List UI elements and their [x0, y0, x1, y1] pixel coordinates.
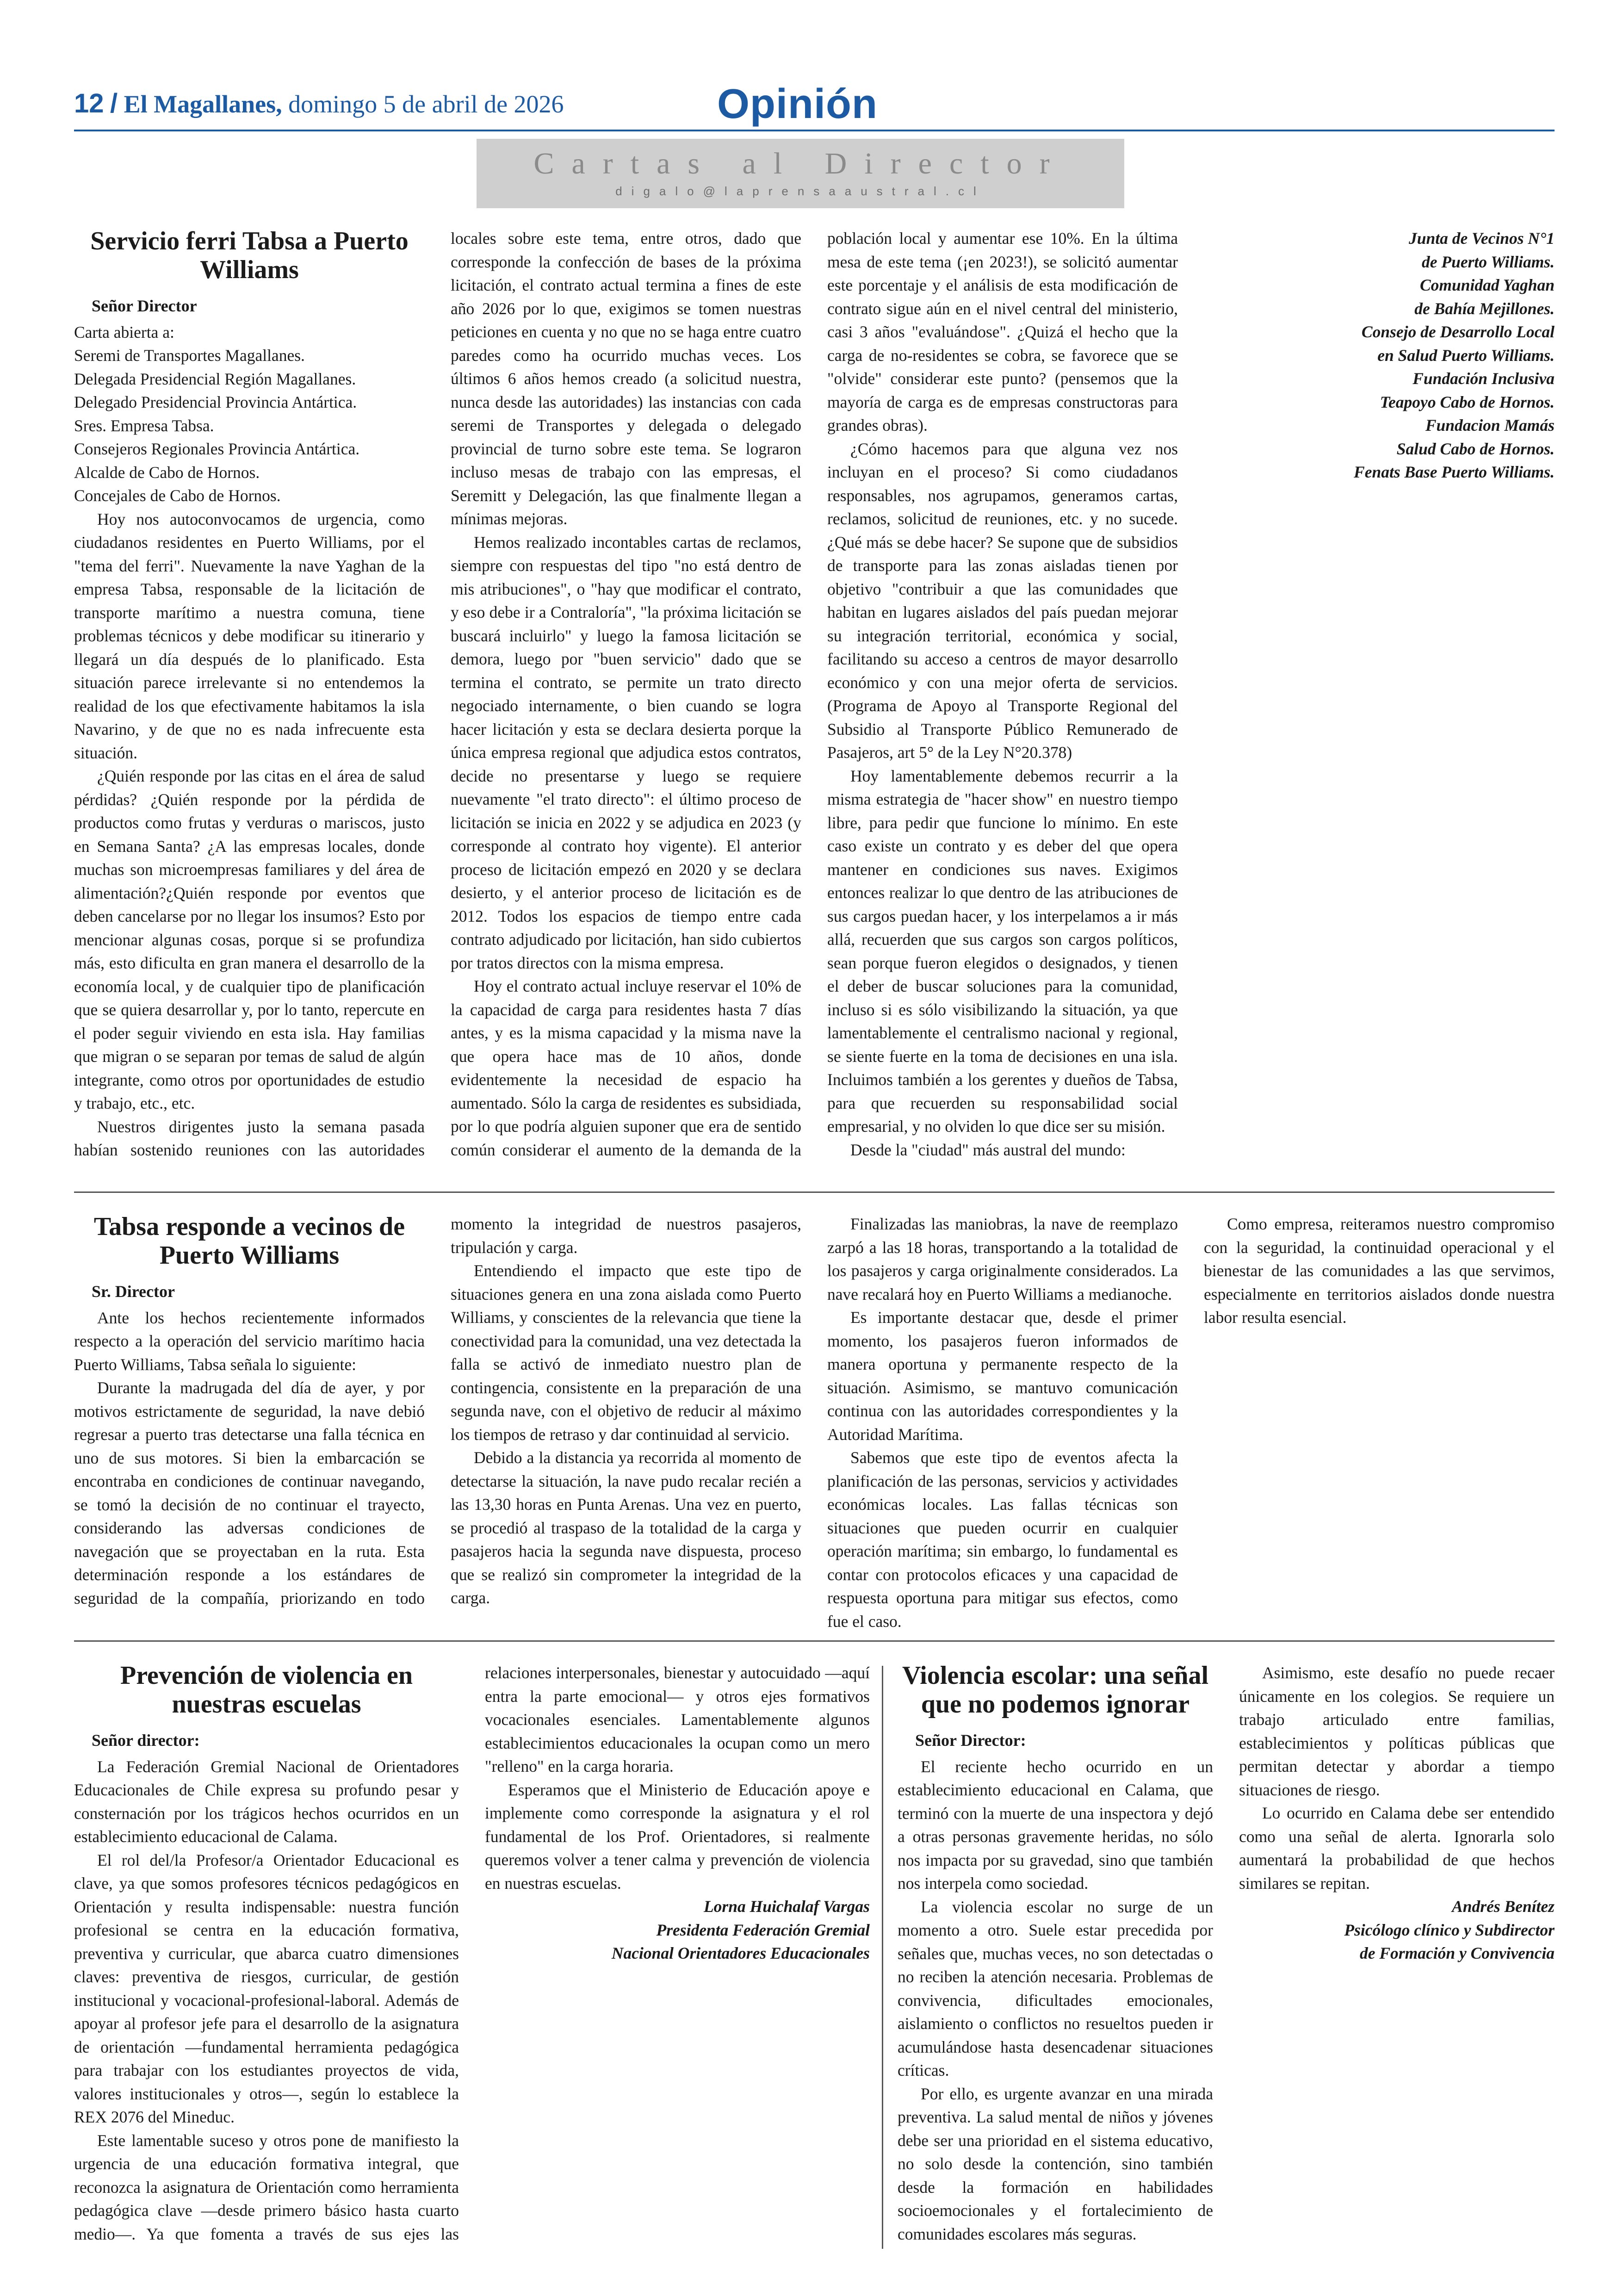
letter-paragraph: ¿Quién responde por las citas en el área de salud pérdidas? ¿Quién responde por la pérdida de productos como frutas y verduras o mariscos, justo en Semana Santa? ¿A las empresas locales, donde muchas son microempresas familiares y del área de alimentación?¿Quién responde por eventos que deben cancelarse por no llegar los insumos? Esto por mencionar algunas cosas, porque si se profundiza más, esto dificulta en gran manera el desarrollo de la economía local, y de cualquier tipo de planificación que se quiera desarrollar y, por lo tanto, repercute en el poder seguir viviendo en esta isla. Hay familias que migran o se separan por temas de salud de algún integrante, como otros por oportunidades de estudio y trabajo, etc., etc. — [74, 767, 425, 1112]
letter-salutation: Señor director: — [92, 1731, 200, 1750]
addressee-line: Sres. Empresa Tabsa. — [74, 416, 214, 435]
letter-title: Tabsa responde a vecinos de Puerto Williams — [93, 1212, 405, 1270]
addressee-line: Delegado Presidencial Provincia Antártica. — [74, 393, 357, 411]
letter-salutation: Señor Director — [92, 297, 197, 315]
letters-banner — [477, 139, 1124, 208]
addressee-line: Concejales de Cabo de Hornos. — [74, 486, 281, 505]
section-divider — [74, 1640, 1555, 1642]
letter-paragraph: ¿Cómo hacemos para que alguna vez nos incluyan en el proceso? Si como ciudadanos responsables, nos agrupamos, generamos cartas, reclamos, solicitud de reuniones, etc. y no sucede. ¿Qué más se debe hacer? Se supone que de subsidios de transporte para las zonas aisladas tienen por objetivo "contribuir a que las comunidades que habitan en lugares aislados del país puedan mejorar su integración territorial, económica y social, facilitando su acceso a centros de mayor desarrollo económico y con una mejor oferta de servicios.(Programa de Apoyo al Transporte Regional del Subsidio al Transporte Público Remunerado de Pasajeros, art 5° de la Ley N°20.378) — [827, 439, 1178, 762]
letter-paragraph: Lo ocurrido en Calama debe ser entendido como una señal de alerta. Ignorarla solo aumentará la probabilidad de que hechos similares se repitan. — [1239, 1804, 1555, 1893]
addressee-line: Seremi de Transportes Magallanes. — [74, 346, 305, 365]
letter-paragraph: Sabemos que este tipo de eventos afecta la planificación de las personas, servicios y actividades económicas locales. Las fallas técnicas son situaciones que pueden ocurrir en cualquier operación marítima; sin embargo, lo fundamental es contar con protocolos eficaces y una capacidad de respuesta oportuna para mitigar sus efectos, como fue el caso. — [827, 1448, 1178, 1631]
banner-title: Cartas al Director — [533, 147, 1067, 180]
letter-paragraph: Por ello, es urgente avanzar en una mirada preventiva. La salud mental de niños y jóvenes debe ser una prioridad en el sistema educativo, no solo desde la contención, sino también desde la formación en habilidades socioemocionales y el fortalecimiento de comunidades escolares más seguras. — [898, 2084, 1213, 2243]
addressee-line: Delegada Presidencial Región Magallanes. — [74, 369, 356, 388]
section-divider — [74, 1191, 1555, 1193]
letter-paragraph: La violencia escolar no surge de un momento a otro. Suele estar precedida por señales que, muchas veces, no son detectadas o no reciben la atención necesaria. Problemas de convivencia, dificultades emocionales, aislamiento o conflictos no resueltos pueden ir acumulándose hasta desencadenar situaciones críticas. — [898, 1897, 1213, 2079]
letter-paragraph: El reciente hecho ocurrido en un establecimiento educacional en Calama, que terminó con la muerte de una inspectora y dejó a otras personas gravemente heridas, no sólo nos impacta por su gravedad, sino que también nos interpela como sociedad. — [898, 1757, 1213, 1893]
letter-prevencion-violencia — [74, 1661, 870, 2253]
letter-paragraph: Durante la madrugada del día de ayer, y por motivos estrictamente de seguridad, la nave debió regresar a puerto tras detectarse una falla técnica en uno de sus motores. Si bien la embarcación se encontraba en condiciones de continuar navegando, se tomó la decisión de no continuar el trayecto, considerando las adversas condiciones de navegación que se proyectaban en la ruta. Esta determinación responde a los estándares de seguridad de la compañía, priorizando en todo momento la integridad de nuestros pasajeros, tripulación y carga. — [74, 1215, 801, 1607]
letter-paragraph: Desde la "ciudad" más austral del mundo: — [850, 1140, 1126, 1159]
addressee-line: Carta abierta a: — [74, 323, 174, 341]
letter-salutation: Sr. Director — [92, 1282, 175, 1301]
letter-paragraph: Finalizadas las maniobras, la nave de reemplazo zarpó a las 18 horas, transportando a la totalidad de los pasajeros y carga originalmente considerados. La nave recalará hoy en Puerto Williams a medianoche. — [827, 1215, 1178, 1303]
issue-date: domingo 5 de abril de 2026 — [288, 90, 564, 118]
letter-paragraph: La Federación Gremial Nacional de Orientadores Educacionales de Chile expresa su profundo pesar y consternación por los trágicos hechos ocurridos en un establecimiento educacional de Calama. — [74, 1757, 459, 1846]
header-rule — [74, 130, 1555, 131]
letter-servicio-ferri — [74, 227, 1555, 1185]
page-header — [74, 83, 1555, 125]
letter-paragraph: Hoy nos autoconvocamos de urgencia, como ciudadanos residentes en Puerto Williams, por el "tema del ferri". Nuevamente la nave Yaghan de la empresa Tabsa, responsable de la licitación de transporte marítimo a nuestra comuna, tiene problemas técnicos y debe modificar su itinerario y llegará un día después de lo planificado. Esta situación parece irrelevante si no entendemos la realidad de los que efectivamente habitamos la isla Navarino, y de que no es nada infrecuente esta situación. — [74, 509, 425, 762]
letter-paragraph: Como empresa, reiteramos nuestro compromiso con la seguridad, la continuidad operacional y el bienestar de las comunidades a las que servimos, especialmente en territorios aislados donde nuestra labor resulta esencial. — [1204, 1215, 1555, 1327]
letter-title: Violencia escolar: una señal que no podemos ignorar — [902, 1661, 1209, 1719]
letter-title: Prevención de violencia en nuestras escuelas — [120, 1661, 413, 1719]
signature-line: Lorna Huichalaf Vargas — [703, 1897, 870, 1916]
signature-line: Andrés Benítez — [1452, 1897, 1555, 1916]
letter-paragraph: Entendiendo el impacto que este tipo de situaciones genera en una zona aislada como Puerto Williams, y conscientes de la relevancia que tiene la conectividad para la comunidad, una vez detectada la falla se activó de inmediato nuestro plan de contingencia, consistente en la preparación de una segunda nave, con el objetivo de reducir al máximo los tiempos de retraso y dar continuidad al servicio. — [451, 1261, 801, 1444]
letter-paragraph: Hoy lamentablemente debemos recurrir a la misma estrategia de "hacer show" en nuestro tiempo libre, para pedir que funcione lo mínimo. En este caso existe un contrato y es deber del que opera mantener en condiciones sus naves. Exigimos entonces realizar lo que dentro de las atribuciones de sus cargos puedan hacer, y los interpelamos a ir más allá, recuerden que sus cargos son cargos políticos, sean porque fueron elegidos o designados, y tienen el deber de buscar soluciones para la comunidad, incluso si es sólo visibilizando la situación, ya que lamentablemente el centralismo nacional y regional, se siente fuerte en la toma de decisiones en una isla. Incluimos también a los gerentes y dueños de Tabsa, para que recuerden su responsabilidad social empresarial, y no olviden lo que dice ser su misión. — [827, 766, 1178, 1136]
signature-line: Fundación Inclusiva — [1412, 369, 1555, 388]
letter-paragraph: Hemos realizado incontables cartas de reclamos, siempre con respuestas del tipo "no está dentro de mis atribuciones", o "hay que modificar el contrato, y eso debe ir a Contraloría", "la próxima licitación se buscará incluirlo" y luego la famosa licitación se demora, luego por "buen servicio" dado que se termina el contrato, se permite un trato directo negociado internamente, o bien cuando se logra hacer licitación y esta se declara desierta porque la única empresa regional que adjudica estos contratos, decide no presentarse y luego se requiere nuevamente "el trato directo": el último proceso de licitación se inicia en 2022 y se adjudica en 2023 (y corresponde al contrato hoy vigente). El anterior proceso de licitación empezó en 2020 y se declara desierto, y el anterior proceso de licitación es de 2012. Todos los espacios de tiempo entre cada contrato adjudicado por licitación, han sido cubiertos por tratos directos con la misma empresa. — [451, 533, 801, 972]
letter-paragraph: Este lamentable suceso y otros pone de manifiesto la urgencia de una educación formativa integral, que reconozca la asignatura de Orientación como herramienta pedagógica clave —desde primero básico hasta cuarto medio—. Ya que fomenta a través de sus ejes las relaciones interpersonales, bienestar y autocuidado —aquí entra la parte emocional— y otros ejes formativos vocacionales esenciales. Lamentablemente algunos establecimientos educacionales la ocupan como un mero "relleno" en la carga horaria. — [74, 1663, 870, 2243]
signature-line: Fenats Base Puerto Williams. — [1354, 463, 1555, 481]
section-title: Opinión — [717, 81, 878, 127]
signature-line: Junta de Vecinos N°1 — [1409, 229, 1555, 248]
addressee-line: Alcalde de Cabo de Hornos. — [74, 463, 260, 482]
letter-paragraph: Ante los hechos recientemente informados respecto a la operación del servicio marítimo hacia Puerto Williams, Tabsa señala lo siguiente: — [74, 1308, 425, 1374]
signature-line: Psicólogo clínico y Subdirector — [1344, 1920, 1555, 1939]
addressee-line: Consejeros Regionales Provincia Antártica. — [74, 440, 360, 458]
signature-line: Salud Cabo de Hornos. — [1396, 439, 1555, 458]
page-folio — [74, 88, 564, 119]
letter-paragraph: Debido a la distancia ya recorrida al momento de detectarse la situación, la nave pudo recalar recién a las 13,30 horas en Punta Arenas. Una vez en puerto, se procedió al traspaso de la totalidad de la carga y pasajeros hacia la segunda nave dispuesta, proceso que se realizó sin comprometer la integridad de la carga. — [451, 1448, 801, 1607]
column-divider — [882, 1666, 883, 2249]
letter-paragraph: Asimismo, este desafío no puede recaer únicamente en los colegios. Se requiere un trabajo articulado entre familias, establecimientos y políticas públicas que permitan detectar y abordar a tiempo situaciones de riesgo. — [1239, 1663, 1555, 1799]
letter-title: Servicio ferri Tabsa a Puerto Williams — [90, 227, 409, 284]
letter-violencia-escolar — [898, 1661, 1555, 2253]
letter-paragraph: Esperamos que el Ministerio de Educación apoye e implemente como corresponde la asignatura y el rol fundamental de los Prof. Orientadores, si realmente queremos volver a tener calma y prevención de violencia en nuestras escuelas. — [485, 1780, 870, 1893]
letter-paragraph: Es importante destacar que, desde el primer momento, los pasajeros fueron informados de manera oportuna y permanente respecto de la situación. Asimismo, se mantuvo comunicación continua con las autoridades correspondientes y la Autoridad Marítima. — [827, 1308, 1178, 1444]
signature-line: de Bahía Mejillones. — [1414, 299, 1555, 318]
signature-line: Teapoyo Cabo de Hornos. — [1380, 392, 1555, 411]
letter-paragraph: Hoy el contrato actual incluye reservar el 10% de la capacidad de carga para residentes hasta 7 días antes, y es la misma capacidad y la misma nave la que opera hace mas de 10 años, donde evidentemente la necesidad de espacio ha aumentado. Sólo la carga de residentes es subsidiada, por lo que podría alguien suponer que era de sentido común considerar el aumento de la demanda de la población local y aumentar ese 10%. En la última mesa de este tema (¡en 2023!), se solicitó aumentar este porcentaje y el análisis de esta modificación de contrato sigue aún en el nivel central del ministerio, casi 3 años "evaluándose". ¿Quizá el hecho que la carga de no-residentes se cobra, se favorece que se "olvide" considerar este punto? (pensemos que la mayoría de carga es de empresas constructoras para grandes obras). — [451, 229, 1178, 1159]
banner-email: digalo@laprensaaustral.cl — [615, 184, 985, 198]
signature-line: Fundacion Mamás — [1425, 416, 1555, 434]
signature-line: Comunidad Yaghan — [1419, 276, 1555, 294]
signature-line: Presidenta Federación Gremial — [656, 1920, 870, 1939]
signature-line: de Puerto Williams. — [1422, 252, 1555, 271]
signature-line: Consejo de Desarrollo Local — [1361, 323, 1555, 341]
page-number: 12 — [74, 88, 104, 118]
letter-salutation: Señor Director: — [915, 1731, 1026, 1750]
newspaper-name: El Magallanes, — [124, 90, 282, 118]
letter-paragraph: Nuestros dirigentes justo la semana pasada habían sostenido reuniones con las autoridades locales sobre este tema, entre otros, dado que corresponde la confección de bases de la próxima licitación, el contrato actual termina a fines de este año 2026 por lo que, exigimos se tomen nuestras peticiones en cuenta y no que no se haga entre cuatro paredes como ha ocurrido muchas veces. Los últimos 6 años hemos creado (a solicitud nuestra, nunca desde las autoridades) las instancias con cada seremi de Transportes y delegada o delegado provincial de turno sobre este tema. Se lograron incluso mesas de trabajo con las empresas, el Seremitt y Delegación, las que finalmente llegan a mínimas mejoras. — [74, 229, 801, 1159]
folio-slash: / — [110, 88, 118, 118]
signature-line: en Salud Puerto Williams. — [1377, 346, 1555, 365]
signature-line: Nacional Orientadores Educacionales — [611, 1944, 870, 1962]
letter-paragraph: El rol del/la Profesor/a Orientador Educacional es clave, ya que somos profesores técnicos pedagógicos en Orientación y resulta indispensable: nuestra función profesional se centra en la educación formativa, preventiva y curricular, que abarca cuatro dimensiones claves: preventiva de riesgos, curricular, de gestión institucional y vocacional-profesional-laboral. Además de apoyar al profesor jefe para el desarrollo de la asignatura de orientación —fundamental herramienta pedagógica para trabajar con los estudiantes proyectos de vida, valores institucionales y otros—, según lo establece la REX 2076 del Mineduc. — [74, 1850, 459, 2126]
letter-tabsa-responde — [74, 1212, 1555, 1633]
signature-line: de Formación y Convivencia — [1359, 1944, 1555, 1962]
